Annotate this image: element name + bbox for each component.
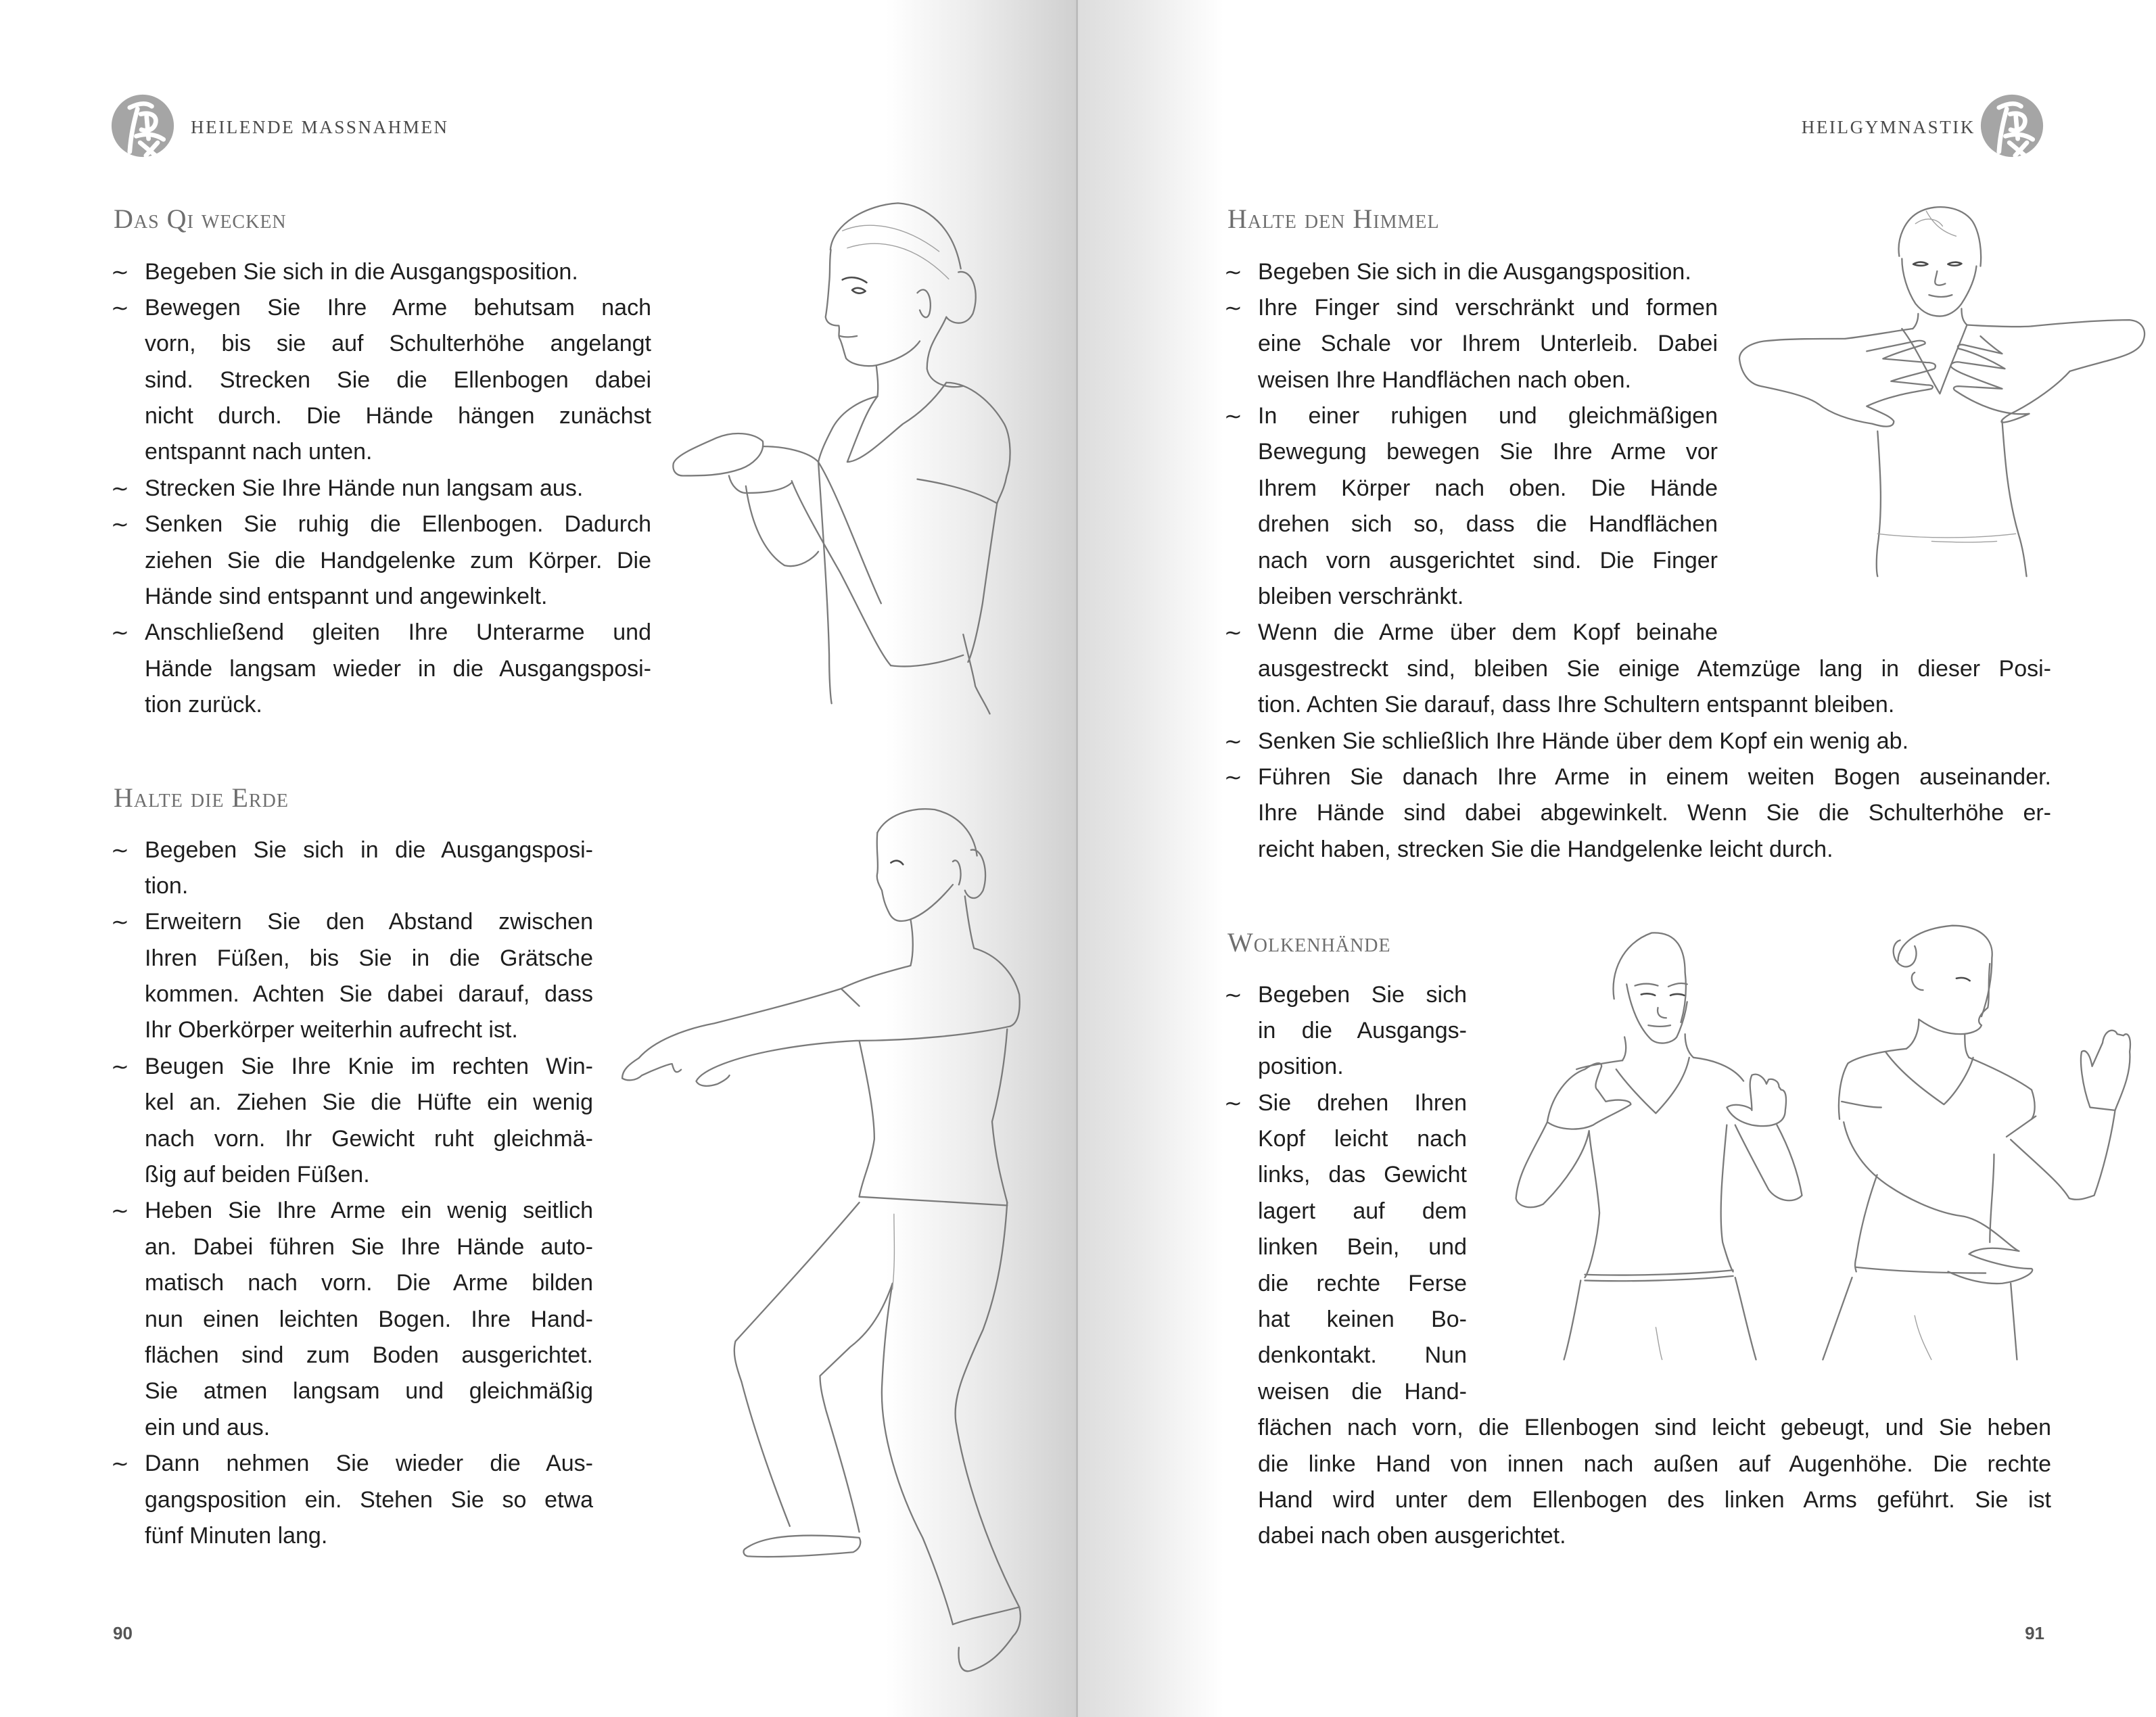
instruction-text: gangsposition ein. Stehen Sie so etwa xyxy=(145,1486,593,1513)
instruction-text: linken Bein, und xyxy=(1258,1234,1467,1261)
instruction-text: ziehen Sie die Handgelenke zum Körper. Die xyxy=(145,547,651,573)
instruction-line xyxy=(111,1049,593,1085)
instruction-text: fünf Minuten lang. xyxy=(145,1522,328,1549)
instruction-line xyxy=(145,1338,593,1373)
instruction-text: tion. xyxy=(145,872,189,899)
tilde-bullet-icon: ∼ xyxy=(1224,728,1242,754)
tilde-bullet-icon: ∼ xyxy=(111,1451,129,1477)
instruction-text: ausgestreckt sind, bleiben Sie einige Atemzüge lang in dieser Posi- xyxy=(1258,655,2051,682)
instruction-text: die linke Hand von innen nach außen auf Augenhöhe. Die rechte xyxy=(1258,1451,2051,1477)
instruction-line xyxy=(145,1265,593,1301)
figure-front-view xyxy=(1516,933,1802,1359)
instruction-text: flächen nach vorn, die Ellenbogen sind leicht gebeugt, und Sie heben xyxy=(1258,1415,2051,1441)
instruction-text: entspannt nach unten. xyxy=(145,439,373,465)
instruction-text: Senken Sie ruhig die Ellenbogen. Dadurch xyxy=(145,511,651,538)
instruction-item xyxy=(1224,615,2051,723)
tilde-bullet-icon: ∼ xyxy=(111,1198,129,1224)
instruction-text: Ihr Oberkörper weiterhin aufrecht ist. xyxy=(145,1017,518,1043)
instruction-text: weisen die Hand- xyxy=(1258,1378,1467,1405)
instruction-line xyxy=(1258,507,1718,542)
instruction-text: Senken Sie schließlich Ihre Hände über dem Kopf ein wenig ab. xyxy=(1258,728,1909,754)
illustration-halte-den-himmel xyxy=(1731,196,2156,588)
instruction-line xyxy=(111,904,593,940)
instruction-line xyxy=(145,579,651,615)
instruction-line xyxy=(145,398,651,434)
instruction-text: Ihre Hände sind dabei abgewinkelt. Wenn Sie die Schulterhöhe er- xyxy=(1258,800,2051,826)
instruction-text: die rechte Ferse xyxy=(1258,1270,1467,1296)
instruction-line xyxy=(145,362,651,398)
instruction-text: eine Schale vor Ihrem Unterleib. Dabei xyxy=(1258,331,1718,357)
instruction-line xyxy=(1258,326,1718,362)
section-heading: Halte die Erde xyxy=(114,782,289,813)
instruction-line xyxy=(1258,1446,2051,1482)
instruction-text: Ihrem Körper nach oben. Die Hände xyxy=(1258,475,1718,501)
tilde-bullet-icon: ∼ xyxy=(1224,1089,1242,1116)
tilde-bullet-icon: ∼ xyxy=(111,294,129,321)
logo-emblem xyxy=(1979,93,2044,158)
instruction-line xyxy=(145,326,651,362)
instruction-text: flächen sind zum Boden ausgerichtet. xyxy=(145,1342,593,1368)
tilde-bullet-icon: ∼ xyxy=(111,511,129,538)
tilde-bullet-icon: ∼ xyxy=(111,475,129,501)
instruction-text: nach vorn ausgerichtet sind. Die Finger xyxy=(1258,547,1718,573)
instruction-line xyxy=(145,543,651,579)
instruction-line xyxy=(1224,254,1718,290)
instruction-line xyxy=(1224,759,2051,795)
instruction-text: bleiben verschränkt. xyxy=(1258,584,1464,610)
instruction-line xyxy=(145,1302,593,1338)
instruction-item xyxy=(111,832,593,905)
instruction-line xyxy=(145,977,593,1012)
left-page xyxy=(0,0,1077,1717)
instruction-text: Begeben Sie sich xyxy=(1258,981,1467,1008)
instruction-item xyxy=(111,615,651,723)
instruction-line xyxy=(145,1229,593,1265)
instruction-text: position. xyxy=(1258,1054,1344,1080)
page-number: 90 xyxy=(113,1623,133,1643)
instruction-line xyxy=(1258,579,1718,615)
tilde-bullet-icon: ∼ xyxy=(1224,981,1242,1008)
illustration-halte-die-erde xyxy=(609,798,1082,1704)
instruction-text: Hände sind entspannt und angewinkelt. xyxy=(145,584,548,610)
tilde-bullet-icon: ∼ xyxy=(1224,258,1242,285)
instruction-text: Begeben Sie sich in die Ausgangsposition. xyxy=(145,258,578,285)
instruction-line xyxy=(145,651,651,687)
instruction-item xyxy=(111,290,651,471)
instruction-item xyxy=(1224,724,2051,759)
instruction-line xyxy=(145,868,593,904)
instruction-text: Begeben Sie sich in die Ausgangsposi- xyxy=(145,837,593,863)
instruction-item xyxy=(111,1049,593,1194)
instruction-text: In einer ruhigen und gleichmäßigen xyxy=(1258,403,1718,429)
instruction-line xyxy=(1258,832,2051,868)
instruction-text: hat keinen Bo- xyxy=(1258,1307,1467,1333)
instruction-line xyxy=(1258,1157,1467,1193)
page-number: 91 xyxy=(2025,1623,2044,1643)
instruction-line xyxy=(1224,290,1718,326)
instruction-text: kommen. Achten Sie dabei darauf, dass xyxy=(145,981,593,1008)
instruction-item xyxy=(111,1193,593,1446)
instruction-text: links, das Gewicht xyxy=(1258,1162,1467,1188)
instruction-text: Strecken Sie Ihre Hände nun langsam aus. xyxy=(145,475,584,501)
instruction-text: kel an. Ziehen Sie die Hüfte ein wenig xyxy=(145,1089,593,1116)
instruction-line xyxy=(1258,651,2051,687)
instruction-line xyxy=(1258,1410,2051,1446)
instruction-text: vorn, bis sie auf Schulterhöhe angelangt xyxy=(145,331,651,357)
instruction-text: ßig auf beiden Füßen. xyxy=(145,1162,370,1188)
instruction-line xyxy=(1258,795,2051,831)
instruction-text: lagert auf dem xyxy=(1258,1198,1467,1224)
instruction-text: Kopf leicht nach xyxy=(1258,1126,1467,1152)
instruction-text: tion. Achten Sie darauf, dass Ihre Schultern entspannt bleiben. xyxy=(1258,692,1895,718)
illustration-das-qi-wecken xyxy=(649,189,1028,730)
instruction-text: Hände langsam wieder in die Ausgangsposi- xyxy=(145,655,651,682)
instruction-line xyxy=(145,687,651,723)
instruction-text: drehen sich so, dass die Handflächen xyxy=(1258,511,1718,538)
instruction-text: Sie atmen langsam und gleichmäßig xyxy=(145,1378,593,1405)
tilde-bullet-icon: ∼ xyxy=(111,1053,129,1079)
tilde-bullet-icon: ∼ xyxy=(111,909,129,935)
instruction-item xyxy=(111,471,651,507)
section-heading: Halte den Himmel xyxy=(1227,204,1440,234)
running-head: HEILENDE MASSNAHMEN xyxy=(191,117,449,137)
instruction-line xyxy=(111,507,651,542)
instruction-text: Begeben Sie sich in die Ausgangsposition. xyxy=(1258,258,1691,285)
instruction-line xyxy=(111,832,593,868)
tilde-bullet-icon: ∼ xyxy=(111,619,129,646)
instruction-line xyxy=(1258,1302,1467,1338)
instruction-text: weisen Ihre Handflächen nach oben. xyxy=(1258,367,1631,393)
instruction-line xyxy=(1258,1049,1467,1085)
instruction-text: Erweitern Sie den Abstand zwischen xyxy=(145,909,593,935)
instruction-line xyxy=(1258,1374,1467,1410)
instruction-line xyxy=(1258,471,1718,507)
instruction-line xyxy=(1258,1266,1467,1302)
instruction-line xyxy=(145,1482,593,1518)
instruction-text: sind. Strecken Sie die Ellenbogen dabei xyxy=(145,367,651,393)
instruction-text: dabei nach oben ausgerichtet. xyxy=(1258,1523,1566,1549)
figure-turned-view xyxy=(1823,926,2130,1360)
instruction-line xyxy=(1258,434,1718,470)
instruction-text: tion zurück. xyxy=(145,692,262,718)
tilde-bullet-icon: ∼ xyxy=(111,837,129,863)
instruction-text: Heben Sie Ihre Arme ein wenig seitlich xyxy=(145,1198,593,1224)
instruction-text: Hand wird unter dem Ellenbogen des linken Arms geführt. Sie ist xyxy=(1258,1486,2051,1513)
instruction-text: nicht durch. Die Hände hängen zunächst xyxy=(145,403,651,429)
logo-emblem xyxy=(110,93,175,158)
instruction-line xyxy=(1224,615,1718,651)
instruction-text: Ihren Füßen, bis Sie in die Grätsche xyxy=(145,945,593,971)
instruction-line xyxy=(1258,1482,2051,1518)
running-head: HEILGYMNASTIK xyxy=(1801,117,1975,137)
instruction-text: reicht haben, strecken Sie die Handgelenke leicht durch. xyxy=(1258,836,1833,862)
instruction-list xyxy=(111,254,651,724)
instruction-text: nach vorn. Ihr Gewicht ruht gleichmä- xyxy=(145,1125,593,1152)
instruction-text: Beugen Sie Ihre Knie im rechten Win- xyxy=(145,1053,593,1079)
instruction-line xyxy=(145,1373,593,1409)
instruction-line xyxy=(1224,724,2051,759)
tilde-bullet-icon: ∼ xyxy=(1224,763,1242,790)
instruction-item xyxy=(111,254,651,290)
section-heading: Das Qi wecken xyxy=(114,204,287,234)
instruction-line xyxy=(111,254,651,290)
instruction-list xyxy=(111,832,593,1555)
instruction-text: Bewegen Sie Ihre Arme behutsam nach xyxy=(145,294,651,321)
section-heading: Wolkenhände xyxy=(1227,926,1391,958)
instruction-text: Dann nehmen Sie wieder die Aus- xyxy=(145,1451,593,1477)
instruction-text: Sie drehen Ihren xyxy=(1258,1089,1467,1116)
instruction-line xyxy=(145,1157,593,1193)
instruction-line xyxy=(1258,687,2051,723)
instruction-line xyxy=(145,941,593,977)
instruction-text: Wenn die Arme über dem Kopf beinahe xyxy=(1258,619,1718,646)
instruction-text: in die Ausgangs- xyxy=(1258,1017,1467,1043)
instruction-text: Anschließend gleiten Ihre Unterarme und xyxy=(145,619,651,646)
instruction-line xyxy=(145,434,651,470)
instruction-line xyxy=(111,290,651,326)
instruction-line xyxy=(145,1121,593,1157)
instruction-line xyxy=(1258,1194,1467,1229)
instruction-text: an. Dabei führen Sie Ihre Hände auto- xyxy=(145,1233,593,1260)
instruction-text: nun einen leichten Bogen. Ihre Hand- xyxy=(145,1306,593,1332)
instruction-text: ein und aus. xyxy=(145,1414,271,1440)
tilde-bullet-icon: ∼ xyxy=(111,258,129,285)
instruction-line xyxy=(1224,977,1467,1013)
instruction-line xyxy=(1258,1229,1467,1265)
instruction-line xyxy=(111,471,651,507)
instruction-line xyxy=(1258,362,1718,398)
instruction-text: denkontakt. Nun xyxy=(1258,1342,1467,1369)
instruction-line xyxy=(111,1193,593,1229)
instruction-line xyxy=(145,1518,593,1554)
instruction-item xyxy=(111,904,593,1049)
instruction-line xyxy=(145,1012,593,1048)
instruction-text: Ihre Finger sind verschränkt und formen xyxy=(1258,294,1718,321)
tilde-bullet-icon: ∼ xyxy=(1224,403,1242,429)
instruction-line xyxy=(1224,1085,1467,1121)
instruction-line xyxy=(1258,1338,1467,1373)
instruction-item xyxy=(111,1446,593,1554)
instruction-text: Führen Sie danach Ihre Arme in einem weiten Bogen auseinander. xyxy=(1258,763,2051,790)
instruction-text: Bewegung bewegen Sie Ihre Arme vor xyxy=(1258,439,1718,465)
instruction-text: matisch nach vorn. Die Arme bilden xyxy=(145,1270,593,1296)
instruction-line xyxy=(111,615,651,651)
instruction-line xyxy=(1224,398,1718,434)
tilde-bullet-icon: ∼ xyxy=(1224,294,1242,321)
illustration-wolkenhaende xyxy=(1501,920,2156,1380)
instruction-line xyxy=(1258,1121,1467,1157)
instruction-line xyxy=(111,1446,593,1482)
instruction-line xyxy=(1258,1013,1467,1049)
instruction-line xyxy=(1258,543,1718,579)
instruction-line xyxy=(145,1410,593,1446)
instruction-line xyxy=(145,1085,593,1121)
instruction-item xyxy=(111,507,651,615)
tilde-bullet-icon: ∼ xyxy=(1224,619,1242,646)
instruction-item xyxy=(1224,759,2051,868)
instruction-line xyxy=(1258,1518,2051,1554)
right-page xyxy=(1077,0,2156,1717)
